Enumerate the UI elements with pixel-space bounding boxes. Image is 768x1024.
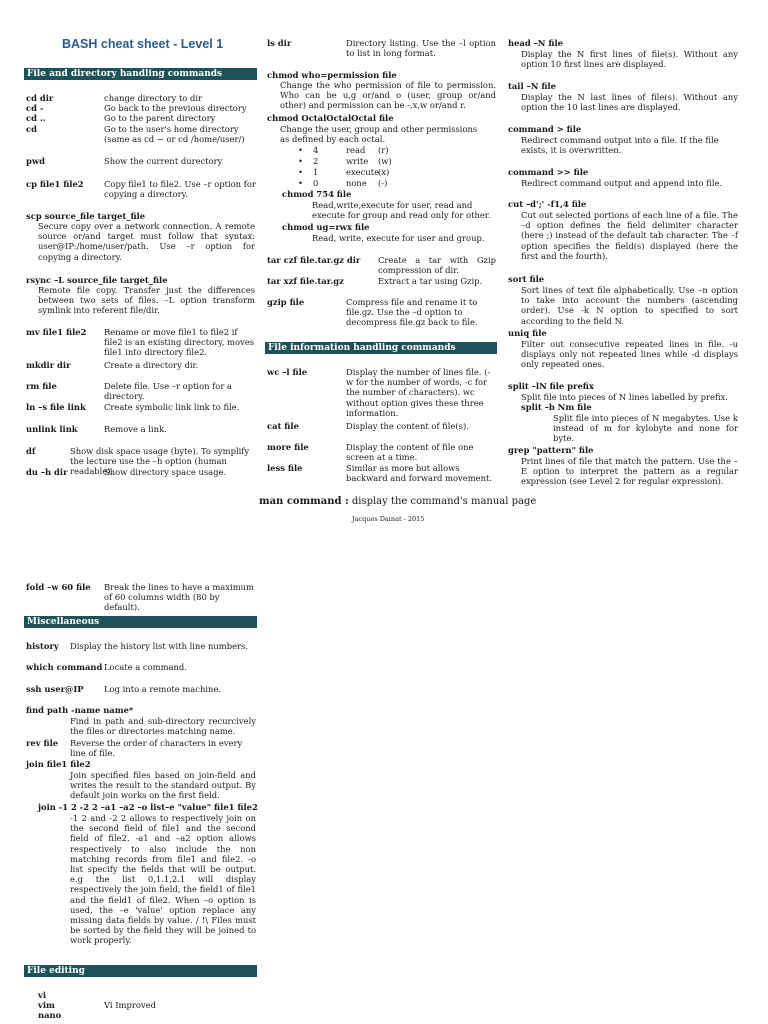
- cmd-ssh: ssh user@IP: [26, 684, 84, 694]
- octal-sym: (x): [378, 167, 390, 177]
- desc-cd-back: Go back to the previous directory: [104, 103, 247, 113]
- cmd-less: less file: [267, 463, 303, 473]
- desc-rev: Reverse the order of characters in every line of file.: [70, 738, 243, 759]
- desc-less: Similar as more but allows backward and forward movement.: [346, 463, 493, 484]
- section-header-info: File information handling commands: [265, 342, 497, 354]
- octal-n: 4: [313, 145, 319, 155]
- cmd-cd-dir: cd dir: [26, 93, 54, 103]
- desc-uniq: Filter out consecutive repeated lines in file. -u displays only not repeated lines while -d displays only repeated ones.: [521, 339, 738, 370]
- section-header-files: File and directory handling commands: [24, 68, 257, 80]
- octal-sym: (-): [378, 178, 388, 188]
- cmd-df: df: [26, 446, 36, 456]
- cmd-find: find path -name name*: [26, 705, 134, 715]
- desc-gzip: Compress file and rename it to file.gz. Use the –d option to decompress file.gz back to file.: [346, 297, 478, 328]
- desc-append: Redirect command output and append into file.: [521, 178, 723, 188]
- desc-ln: Create symbolic link link to file.: [104, 402, 240, 412]
- desc-chmod-who: Change the who permission of file to permission. Who can be u,g or/and o (user, group or/and other) and permission can be -,x,w or/and r.: [280, 80, 496, 111]
- octal-name: write: [346, 156, 369, 166]
- desc-mkdir: Create a directory dir.: [104, 360, 199, 370]
- cmd-pwd: pwd: [26, 156, 45, 166]
- octal-n: 1: [313, 167, 319, 177]
- cmd-du: du –h dir: [26, 467, 68, 477]
- desc-pwd: Show the current durectory: [104, 156, 223, 166]
- cmd-rev: rev file: [26, 738, 59, 748]
- section-header-misc: Miscellaneous: [24, 616, 257, 628]
- cmd-nano: nano: [38, 1010, 62, 1020]
- cmd-ln: ln –s file link: [26, 402, 86, 412]
- cmd-cd-parent: cd ..: [26, 113, 46, 123]
- desc-more: Display the content of file one screen at a time.: [346, 442, 474, 463]
- desc-rm: Delete file. Use –r option for a directory.: [104, 381, 233, 402]
- desc-scp: Secure copy over a network connection. A remote source or/and target must follow that syntax: user@IP:/home/user/path. Use –r option for copying a directory.: [38, 221, 255, 262]
- desc-tail: Display the N last lines of file(s). Without any option the 10 last lines are displayed.: [521, 92, 738, 113]
- desc-unlink: Remove a link.: [104, 424, 167, 434]
- cmd-which: which command: [26, 662, 103, 672]
- cmd-cd-home: cd: [26, 124, 37, 134]
- desc-join-options: -1 2 and -2 2 allows to respectively join on the second field of file1 and the second field of file2. -a1 and –a2 option allows respectively to also include the non matching records from file1 and file2. -o list specify the fields that will be output. e.g the list 0,1.1,2.1 will display respectively the join field, the field1 of file1 and the field1 of file2. When –o option is used, the –e 'value' option replace any missing data fields by value. / !\ Files must be sorted by the field they will be joined to work properly.: [70, 813, 256, 946]
- desc-chmod-octal: Change the user, group and other permissions as defined by each octal.: [280, 124, 478, 145]
- desc-tar-create: Create a tar with Gzip compression of dir.: [378, 255, 496, 276]
- desc-cut: Cut out selected portions of each line of a file. The –d option defines the field delimiter character (here ;) instead of the default tab character. The –f option specifies the field(s) displayed (here the first and the fourth).: [521, 210, 738, 261]
- desc-tar-extract: Extract a tar using Gzip.: [378, 276, 483, 286]
- desc-cp: Copy file1 to file2. Use –r option for copying a directory.: [104, 179, 256, 200]
- desc-redirect: Redirect command output into a file. If the file exists, it is overwritten.: [521, 135, 719, 156]
- octal-bullet: •: [298, 145, 303, 155]
- cmd-uniq: uniq file: [508, 328, 547, 338]
- desc-wc: Display the number of lines file. (-w for the number of words, -c for the number of characters). wc without option gives these three information.: [346, 367, 491, 418]
- desc-chmod-ug: Read, write, execute for user and group.: [312, 233, 485, 243]
- cmd-cat: cat file: [267, 421, 299, 431]
- cmd-split-bytes: split –b Nm file: [521, 402, 592, 412]
- desc-cd-dir: change directory to dir: [104, 93, 203, 103]
- cmd-vi: vi: [38, 990, 47, 1000]
- cmd-cut: cut –d';' -f1,4 file: [508, 199, 587, 209]
- desc-cd-home: Go to the user's home directory (same as cd ~ or cd /home/user/): [104, 124, 245, 145]
- cmd-vim: vim: [38, 1000, 55, 1010]
- man-cmd: man command :: [259, 496, 349, 507]
- cmd-sort: sort file: [508, 274, 545, 284]
- cmd-append: command >> file: [508, 167, 589, 177]
- page-title: BASH cheat sheet - Level 1: [62, 37, 224, 51]
- cmd-mkdir: mkdir dir: [26, 360, 71, 370]
- octal-bullet: •: [298, 178, 303, 188]
- desc-head: Display the N first lines of file(s). Without any option 10 first lines are displayed.: [521, 49, 738, 70]
- desc-which: Locate a command.: [104, 662, 187, 672]
- desc-join: Join specified files based on join-field and writes the result to the standard output. By default join works on the first field.: [70, 770, 256, 801]
- desc-chmod-754: Read,write,execute for user, read and execute for group and read only for other.: [312, 200, 491, 221]
- cmd-split-lines: split –lN file prefix: [508, 381, 594, 391]
- cmd-join-options: join -1 2 -2 2 –a1 –a2 –o list–e "value" file1 file2: [38, 802, 258, 812]
- cmd-cd-back: cd -: [26, 103, 44, 113]
- cmd-chmod-754: chmod 754 file: [282, 189, 352, 199]
- desc-rsync: Remote file copy. Transfer just the differences between two sets of files. –L option transform symlink into referent file/dir.: [38, 285, 255, 316]
- desc-split-bytes: Split file into pieces of N megabytes. Use k instead of m for kylobyte and none for byte.: [553, 413, 738, 444]
- section-header-edit: File editing: [24, 965, 257, 977]
- desc-df: Show disk space usage (byte). To symplify the lecture use the –h option (human readable).: [70, 446, 250, 477]
- octal-bullet: •: [298, 156, 303, 166]
- author: Jacques Dainat - 2015: [352, 515, 425, 523]
- desc-cd-parent: Go to the parent directory: [104, 113, 216, 123]
- desc-split-lines: Split file into pieces of N lines labelled by prefix.: [521, 392, 728, 402]
- octal-sym: (r): [378, 145, 389, 155]
- octal-n: 2: [313, 156, 319, 166]
- desc-du: Show directory space usage.: [104, 467, 227, 477]
- cmd-gzip: gzip file: [267, 297, 305, 307]
- cmd-mv: mv file1 file2: [26, 327, 87, 337]
- octal-sym: (w): [378, 156, 392, 166]
- cmd-tar-extract: tar xzf file.tar.gz: [267, 276, 344, 286]
- cmd-tail: tail –N file: [508, 81, 556, 91]
- cmd-head: head –N file: [508, 38, 563, 48]
- cmd-tar-create: tar czf file.tar.gz dir: [267, 255, 361, 265]
- octal-n: 0: [313, 178, 319, 188]
- cmd-history: history: [26, 641, 59, 651]
- cmd-fold: fold –w 60 file: [26, 582, 91, 592]
- desc-find: Find in path and sub-directory recurcively the files or directories matching name.: [70, 716, 256, 737]
- cmd-scp: scp source_file target_file: [26, 211, 146, 221]
- desc-ls: Directory listing. Use the –l option to list in long format.: [346, 38, 496, 59]
- octal-name: none: [346, 178, 367, 188]
- octal-name: read: [346, 145, 366, 155]
- desc-vim: Vi Improved: [104, 1000, 156, 1010]
- cmd-unlink: unlink link: [26, 424, 78, 434]
- cmd-grep: grep "pattern" file: [508, 445, 594, 455]
- desc-sort: Sort lines of text file alphabetically. Use –n option to take into account the numbers (ascending order). Use -k N option to specified to sort according to the field N.: [521, 285, 738, 326]
- cmd-rm: rm file: [26, 381, 57, 391]
- octal-bullet: •: [298, 167, 303, 177]
- desc-grep: Print lines of file that match the pattern. Use the –E option to interpret the pattern as a regular expression (see Level 2 for regular expression).: [521, 456, 738, 487]
- cmd-chmod-who: chmod who=permission file: [267, 70, 397, 80]
- cmd-chmod-ug: chmod ug=rwx file: [282, 222, 370, 232]
- cmd-cp: cp file1 file2: [26, 179, 84, 189]
- desc-cat: Display the content of file(s).: [346, 421, 469, 431]
- desc-mv: Rename or move file1 to file2 if file2 is an existing directory, moves file1 into directory file2.: [104, 327, 255, 358]
- desc-fold: Break the lines to have a maximum of 60 columns width (80 by default).: [104, 582, 254, 613]
- cmd-more: more file: [267, 442, 309, 452]
- desc-history: Display the history list with line numbers.: [70, 641, 249, 651]
- cmd-redirect: command > file: [508, 124, 582, 134]
- man-line: [259, 497, 536, 507]
- man-desc: display the command's manual page: [351, 496, 537, 507]
- cmd-rsync: rsync –L source_file target_file: [26, 275, 168, 285]
- desc-ssh: Log into a remote machine.: [104, 684, 222, 694]
- cmd-wc: wc –l file: [267, 367, 308, 377]
- cmd-ls: ls dir: [267, 38, 292, 48]
- cmd-join: join file1 file2: [26, 759, 91, 769]
- octal-name: execute: [346, 167, 380, 177]
- cmd-chmod-octal: chmod OctalOctalOctal file: [267, 113, 394, 123]
